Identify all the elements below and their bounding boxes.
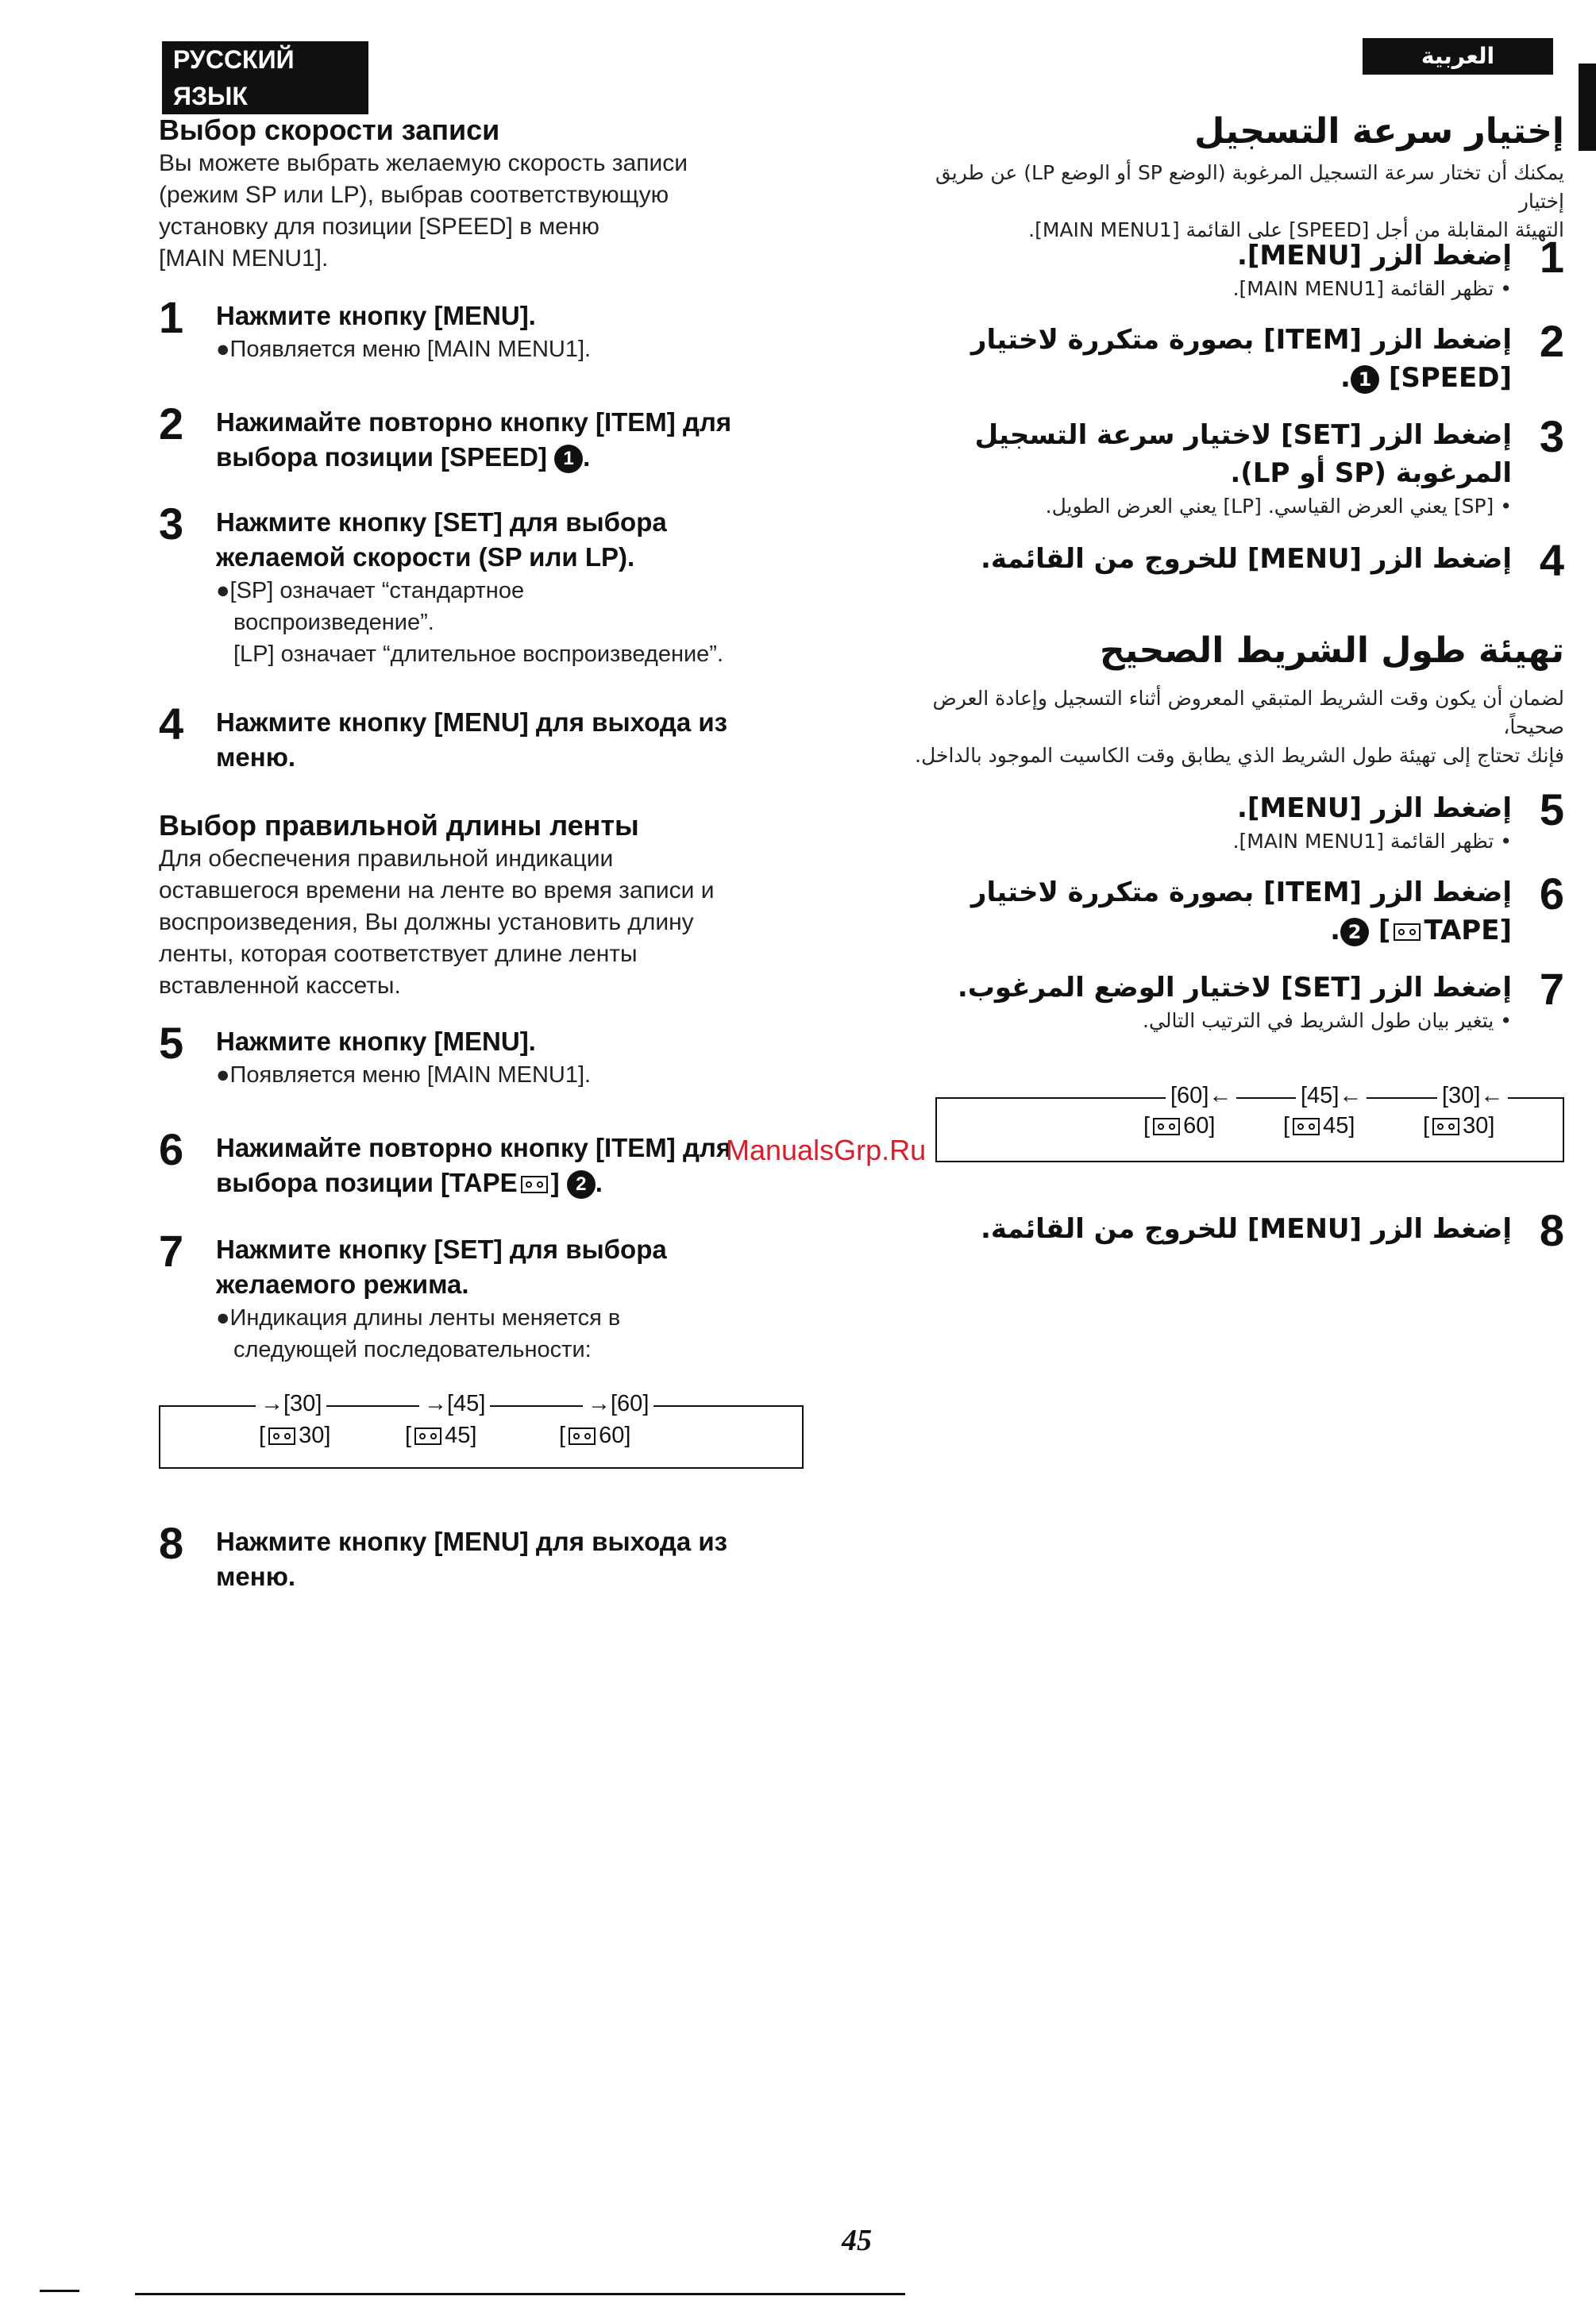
- ru-intro-line: установку для позиции [SPEED] в меню: [159, 214, 599, 240]
- ru-step-8: [159, 1518, 810, 1594]
- step-heading: [TAPE] 2.: [1330, 915, 1512, 946]
- sequence-bottom-item: [ 30]: [1423, 1113, 1495, 1139]
- cassette-icon: [569, 1427, 596, 1445]
- step-note: • تظهر القائمة [MAIN MENU1].: [1232, 277, 1512, 300]
- step-note: • يتغير بيان طول الشريط في الترتيب التالي.: [1143, 1009, 1512, 1032]
- ar-intro-speed: [913, 159, 1564, 245]
- step-heading: Нажимайте повторно кнопку [ITEM] для: [216, 407, 732, 437]
- step-number: 2: [1539, 316, 1564, 366]
- ru-step-7: [159, 1226, 810, 1366]
- sequence-label: 30]: [299, 1423, 331, 1448]
- ar-tape-sequence-diagram: [935, 1083, 1564, 1162]
- language-tag-arabic: العربية: [1363, 38, 1553, 75]
- ru-intro-line: Для обеспечения правильной индикации: [159, 846, 614, 872]
- edge-tab-marker: [1579, 64, 1596, 151]
- ar-intro-line: يمكنك أن تختار سرعة التسجيل المرغوبة (الوضع SP أو الوضع LP) عن طريق إختيار: [935, 161, 1564, 213]
- step-number: 5: [159, 1018, 184, 1068]
- ar-section-speed: [913, 110, 1564, 245]
- ru-intro-speed: [159, 148, 810, 275]
- sequence-label: [30]: [283, 1391, 322, 1416]
- sequence-label: 30]: [1463, 1113, 1495, 1139]
- step-number: 8: [1539, 1205, 1564, 1255]
- ar-step-3: [913, 411, 1564, 521]
- cassette-icon: [268, 1427, 295, 1445]
- step-number: 8: [159, 1518, 184, 1568]
- ru-intro-line: вставленной кассеты.: [159, 973, 401, 999]
- sequence-label: 45]: [445, 1423, 477, 1448]
- step-note: • تظهر القائمة [MAIN MENU1].: [1232, 830, 1512, 853]
- step-note: воспроизведение”.: [233, 610, 434, 635]
- step-number: 4: [1539, 535, 1564, 585]
- step-heading-text: выбора позиции [SPEED]: [216, 442, 547, 472]
- ar-intro-line: لضمان أن يكون وقت الشريط المتبقي المعروض أثناء التسجيل وإعادة العرض صحيحاً،: [932, 687, 1564, 738]
- step-heading: меню.: [216, 742, 296, 772]
- ru-step-6: [159, 1124, 810, 1200]
- ar-step-4: [913, 535, 1564, 585]
- step-heading: желаемой скорости (SP или LP).: [216, 542, 635, 572]
- ru-step-3: [159, 499, 810, 670]
- ar-step-5: [913, 784, 1564, 856]
- cassette-icon: [1432, 1118, 1459, 1135]
- ar-section-title-tape: تهيئة طول الشريط الصحيح: [1099, 630, 1564, 671]
- ru-section-speed: [159, 113, 810, 275]
- sequence-bottom-item: [ 45]: [405, 1423, 477, 1448]
- step-number: 6: [1539, 869, 1564, 919]
- sequence-top-item: [30]←: [1437, 1081, 1508, 1110]
- ar-intro-line: التهيئة المقابلة من أجل [SPEED] على القائمة [MAIN MENU1].: [1028, 218, 1564, 241]
- circled-marker-1: 1: [554, 445, 583, 473]
- step-heading: إضغط الزر [MENU].: [1236, 792, 1512, 824]
- step-heading: Нажмите кнопку [MENU].: [216, 1027, 536, 1056]
- step-heading: إضغط الزر [MENU] للخروج من القائمة.: [981, 543, 1512, 575]
- step-heading: إضغط الزر [ITEM] بصورة متكررة لاختيار: [970, 877, 1512, 908]
- step-heading: Нажмите кнопку [MENU].: [216, 301, 536, 330]
- step-heading: Нажмите кнопку [SET] для выбора: [216, 1235, 667, 1264]
- step-heading-text: [TAPE: [1424, 915, 1512, 946]
- step-number: 3: [1539, 411, 1564, 461]
- step-heading: меню.: [216, 1562, 296, 1591]
- step-heading: Нажимайте повторно кнопку [ITEM] для: [216, 1133, 732, 1162]
- ru-intro-line: ленты, которая соответствует длине ленты: [159, 941, 638, 967]
- ar-step-7: [913, 964, 1564, 1035]
- step-heading: إضغط الزر [MENU].: [1236, 240, 1512, 272]
- ar-section-tape-length: [913, 629, 1564, 770]
- step-number: 6: [159, 1124, 184, 1174]
- sequence-label: 60]: [1183, 1113, 1216, 1139]
- cassette-icon: [521, 1176, 548, 1193]
- step-heading: Нажмите кнопку [MENU] для выхода из: [216, 1527, 728, 1556]
- ar-step-2: [913, 316, 1564, 397]
- sequence-bottom-item: [ 45]: [1283, 1113, 1355, 1139]
- cassette-icon: [1153, 1118, 1180, 1135]
- circled-marker-2: 2: [1340, 918, 1369, 946]
- sequence-label: 60]: [599, 1423, 631, 1448]
- ar-section-title-speed: إختيار سرعة التسجيل: [1194, 111, 1564, 152]
- ar-step-8: [913, 1205, 1564, 1255]
- sequence-label: [60]: [1170, 1083, 1209, 1108]
- step-heading: Нажмите кнопку [MENU] для выхода из: [216, 707, 728, 737]
- step-number: 7: [1539, 964, 1564, 1014]
- step-number: 2: [159, 399, 184, 449]
- cassette-icon: [414, 1427, 441, 1445]
- language-tag-russian: РУССКИЙ ЯЗЫК: [162, 41, 368, 114]
- step-heading: Нажмите кнопку [SET] для выбора: [216, 507, 667, 537]
- sequence-label: [45]: [1301, 1083, 1340, 1108]
- sequence-label: [30]: [1442, 1083, 1481, 1108]
- step-heading-text: выбора позиции [TAPE: [216, 1168, 518, 1197]
- bottom-mark: [40, 2290, 79, 2292]
- ar-intro-line: فإنك تحتاج إلى تهيئة طول الشريط الذي يطابق وقت الكاسيت الموجود بالداخل.: [915, 744, 1564, 767]
- step-heading: إضغط الزر [SET] لاختيار سرعة التسجيل: [974, 419, 1512, 451]
- sequence-bottom-item: [ 30]: [259, 1423, 331, 1448]
- sequence-bottom-item: [ 60]: [1143, 1113, 1216, 1139]
- step-heading: выбора позиции [SPEED] 1 .: [216, 440, 810, 475]
- step-heading: إضغط الزر [SET] لاختيار الوضع المرغوب.: [957, 972, 1512, 1004]
- ru-section-title-tape: Выбор правильной длины ленты: [159, 809, 639, 842]
- step-note: [LP] означает “длительное воспроизведение”.: [233, 641, 724, 667]
- step-number: 5: [1539, 784, 1564, 834]
- ru-step-2: [159, 399, 810, 475]
- step-heading: إضغط الزر [ITEM] بصورة متكررة لاختيار: [970, 324, 1512, 356]
- step-heading: [SPEED] 1.: [1340, 362, 1512, 394]
- ru-tape-sequence-diagram: [159, 1391, 804, 1469]
- step-heading: желаемого режима.: [216, 1270, 469, 1299]
- sequence-bottom-item: [ 60]: [559, 1423, 631, 1448]
- ar-intro-tape: [913, 684, 1564, 770]
- step-heading: выбора позиции [TAPE ] 2 .: [216, 1165, 810, 1200]
- ru-step-1: [159, 292, 810, 365]
- ru-section-tape-length: [159, 808, 810, 1002]
- step-number: 1: [1539, 232, 1564, 282]
- page-number: 45: [842, 2224, 872, 2257]
- sequence-label: 45]: [1323, 1113, 1355, 1139]
- ar-step-1: [913, 232, 1564, 303]
- watermark: ManualsGrp.Ru: [726, 1134, 927, 1166]
- step-heading: إضغط الزر [MENU] للخروج من القائمة.: [981, 1213, 1512, 1245]
- step-note: ●[SP] означает “стандартное: [216, 578, 525, 603]
- ru-intro-line: оставшегося времени на ленте во время записи и: [159, 877, 715, 903]
- sequence-top-item: →[30]: [256, 1389, 326, 1418]
- step-number: 3: [159, 499, 184, 549]
- ru-intro-line: Вы можете выбрать желаемую скорость записи: [159, 150, 688, 176]
- ar-step-6: [913, 869, 1564, 950]
- ru-intro-tape: [159, 843, 810, 1002]
- sequence-label: [60]: [611, 1391, 650, 1416]
- step-note: ●Индикация длины ленты меняется в: [216, 1305, 621, 1331]
- circled-marker-2: 2: [567, 1170, 596, 1199]
- bottom-rule: [135, 2293, 905, 2295]
- step-heading-text: [SPEED]: [1388, 362, 1512, 394]
- ru-step-5: [159, 1018, 810, 1091]
- ru-step-4: [159, 699, 810, 775]
- sequence-top-item: [45]←: [1296, 1081, 1367, 1110]
- step-note: следующей последовательности:: [233, 1337, 592, 1362]
- cassette-icon: [1293, 1118, 1320, 1135]
- step-number: 1: [159, 292, 184, 342]
- ru-intro-line: [MAIN MENU1].: [159, 245, 329, 272]
- step-number: 7: [159, 1226, 184, 1276]
- sequence-label: [45]: [447, 1391, 486, 1416]
- ru-section-title-speed: Выбор скорости записи: [159, 114, 500, 146]
- step-note: ●Появляется меню [MAIN MENU1].: [216, 1062, 592, 1088]
- sequence-top-item: [60]←: [1166, 1081, 1236, 1110]
- ru-intro-line: воспроизведения, Вы должны установить длину: [159, 909, 694, 935]
- cassette-icon: [1394, 923, 1421, 941]
- step-heading: المرغوبة (SP أو LP).: [1230, 457, 1512, 489]
- step-note: ●Появляется меню [MAIN MENU1].: [216, 337, 592, 362]
- sequence-top-item: →[45]: [419, 1389, 490, 1418]
- step-note: • [SP] يعني العرض القياسي. [LP] يعني العرض الطويل.: [1045, 495, 1512, 518]
- circled-marker-1: 1: [1351, 365, 1379, 394]
- step-number: 4: [159, 699, 184, 749]
- sequence-top-item: →[60]: [583, 1389, 653, 1418]
- ru-intro-line: (режим SP или LP), выбрав соответствующую: [159, 182, 669, 208]
